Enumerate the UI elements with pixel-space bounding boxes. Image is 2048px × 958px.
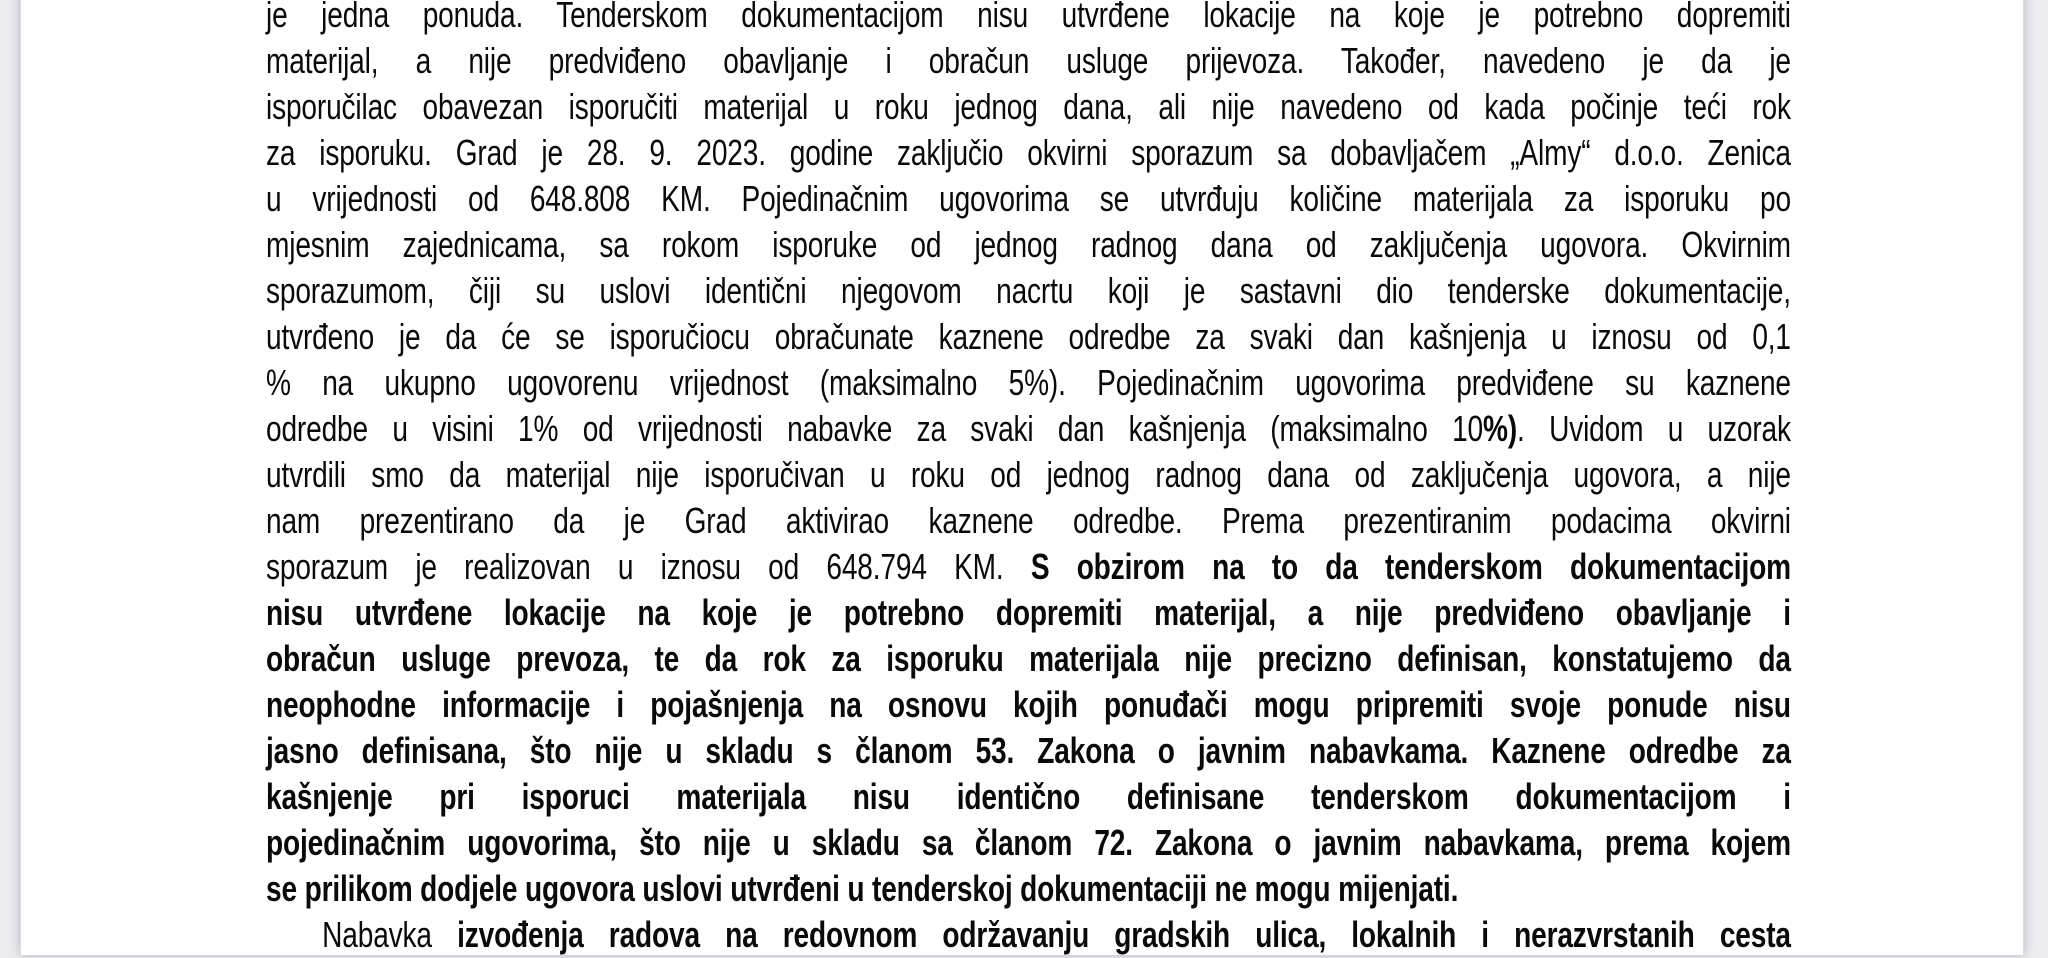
bold-text-segment: se prilikom dodjele ugovora uslovi utvrđeni u tenderskoj dokumentaciji ne mogu mijenjati. — [266, 868, 1459, 909]
text-segment: odredbe u visini 1% od vrijednosti nabavke za svaki dan kašnjenja (maksimalno 10 — [266, 408, 1484, 449]
bold-text-segment: obračun usluge prevoza, te da rok za isporuku materijala nije precizno definisan, konstatujemo da — [266, 638, 1791, 679]
text-segment: materijal, a nije predviđeno obavljanje i obračun usluge prijevoza. Također, navedeno je da je — [266, 40, 1791, 81]
text-line-5 — [266, 176, 1791, 222]
text-segment: . Uvidom u uzorak — [1517, 408, 1791, 449]
text-line-15 — [266, 636, 1791, 682]
bold-text-segment: S obzirom na to da tenderskom dokumentacijom — [1030, 546, 1791, 587]
text-segment: nam prezentirano da je Grad aktivirao kaznene odredbe. Prema prezentiranim podacima okvirni — [266, 500, 1791, 541]
text-segment: je jedna ponuda. Tenderskom dokumentacijom nisu utvrđene lokacije na koje je potrebno dopremiti — [266, 0, 1791, 35]
text-line-11 — [266, 452, 1791, 498]
text-segment: isporučilac obavezan isporučiti materijal u roku jednog dana, ali nije navedeno od kada počinje teći rok — [266, 86, 1791, 127]
text-line-14 — [266, 590, 1791, 636]
text-line-10 — [266, 406, 1791, 452]
bold-text-segment: kašnjenje pri isporuci materijala nisu identično definisane tenderskom dokumentacijom i — [266, 776, 1791, 817]
page-text — [266, 0, 1791, 958]
text-segment: sporazumom, čiji su uslovi identični njegovom nacrtu koji je sastavni dio tenderske dokumentacije, — [266, 270, 1791, 311]
bold-text-segment: nisu utvrđene lokacije na koje je potrebno dopremiti materijal, a nije predviđeno obavljanje i — [266, 592, 1791, 633]
bold-text-segment: neophodne informacije i pojašnjenja na osnovu kojih ponuđači mogu pripremiti svoje ponude nisu — [266, 684, 1791, 725]
text-line-4 — [266, 130, 1791, 176]
text-segment: utvrđeno je da će se isporučiocu obračunate kaznene odredbe za svaki dan kašnjenja u iznosu od 0,1 — [266, 316, 1791, 357]
bold-text-segment: %) — [1483, 408, 1518, 449]
text-line-16 — [266, 682, 1791, 728]
text-line-9 — [266, 360, 1791, 406]
text-line-13 — [266, 544, 1791, 590]
text-line-7 — [266, 268, 1791, 314]
text-line-3 — [266, 84, 1791, 130]
text-segment: za isporuku. Grad je 28. 9. 2023. godine zaključio okvirni sporazum sa dobavljačem „Almy“ d.o.o. Zenica — [266, 132, 1791, 173]
text-segment: sporazum je realizovan u iznosu od 648.794 KM. — [266, 546, 1031, 587]
bold-text-segment: pojedinačnim ugovorima, što nije u skladu sa članom 72. Zakona o javnim nabavkama, prema kojem — [266, 822, 1791, 863]
text-line-17 — [266, 728, 1791, 774]
text-line-1 — [266, 0, 1791, 38]
text-line-6 — [266, 222, 1791, 268]
text-segment: Nabavka — [322, 914, 458, 955]
text-segment: u vrijednosti od 648.808 KM. Pojedinačnim ugovorima se utvrđuju količine materijala za isporuku po — [266, 178, 1791, 219]
text-segment: mjesnim zajednicama, sa rokom isporuke od jednog radnog dana od zaključenja ugovora. Okvirnim — [266, 224, 1791, 265]
text-line-19 — [266, 820, 1791, 866]
bold-text-segment: izvođenja radova na redovnom održavanju gradskih ulica, lokalnih i nerazvrstanih cesta — [457, 914, 1791, 955]
right-gutter — [2022, 0, 2048, 945]
document-page[interactable] — [20, 0, 2024, 955]
text-segment: % na ukupno ugovorenu vrijednost (maksimalno 5%). Pojedinačnim ugovorima predviđene su kaznene — [266, 362, 1791, 403]
bold-text-segment: jasno definisana, što nije u skladu s članom 53. Zakona o javnim nabavkama. Kaznene odredbe za — [266, 730, 1791, 771]
text-line-12 — [266, 498, 1791, 544]
left-gutter — [0, 0, 20, 945]
text-line-18 — [266, 774, 1791, 820]
text-line-20 — [266, 866, 1791, 912]
text-segment: utvrdili smo da materijal nije isporučivan u roku od jednog radnog dana od zaključenja ugovora, a nije — [266, 454, 1791, 495]
text-line-2 — [266, 38, 1791, 84]
text-line-21 — [266, 912, 1791, 958]
text-line-8 — [266, 314, 1791, 360]
